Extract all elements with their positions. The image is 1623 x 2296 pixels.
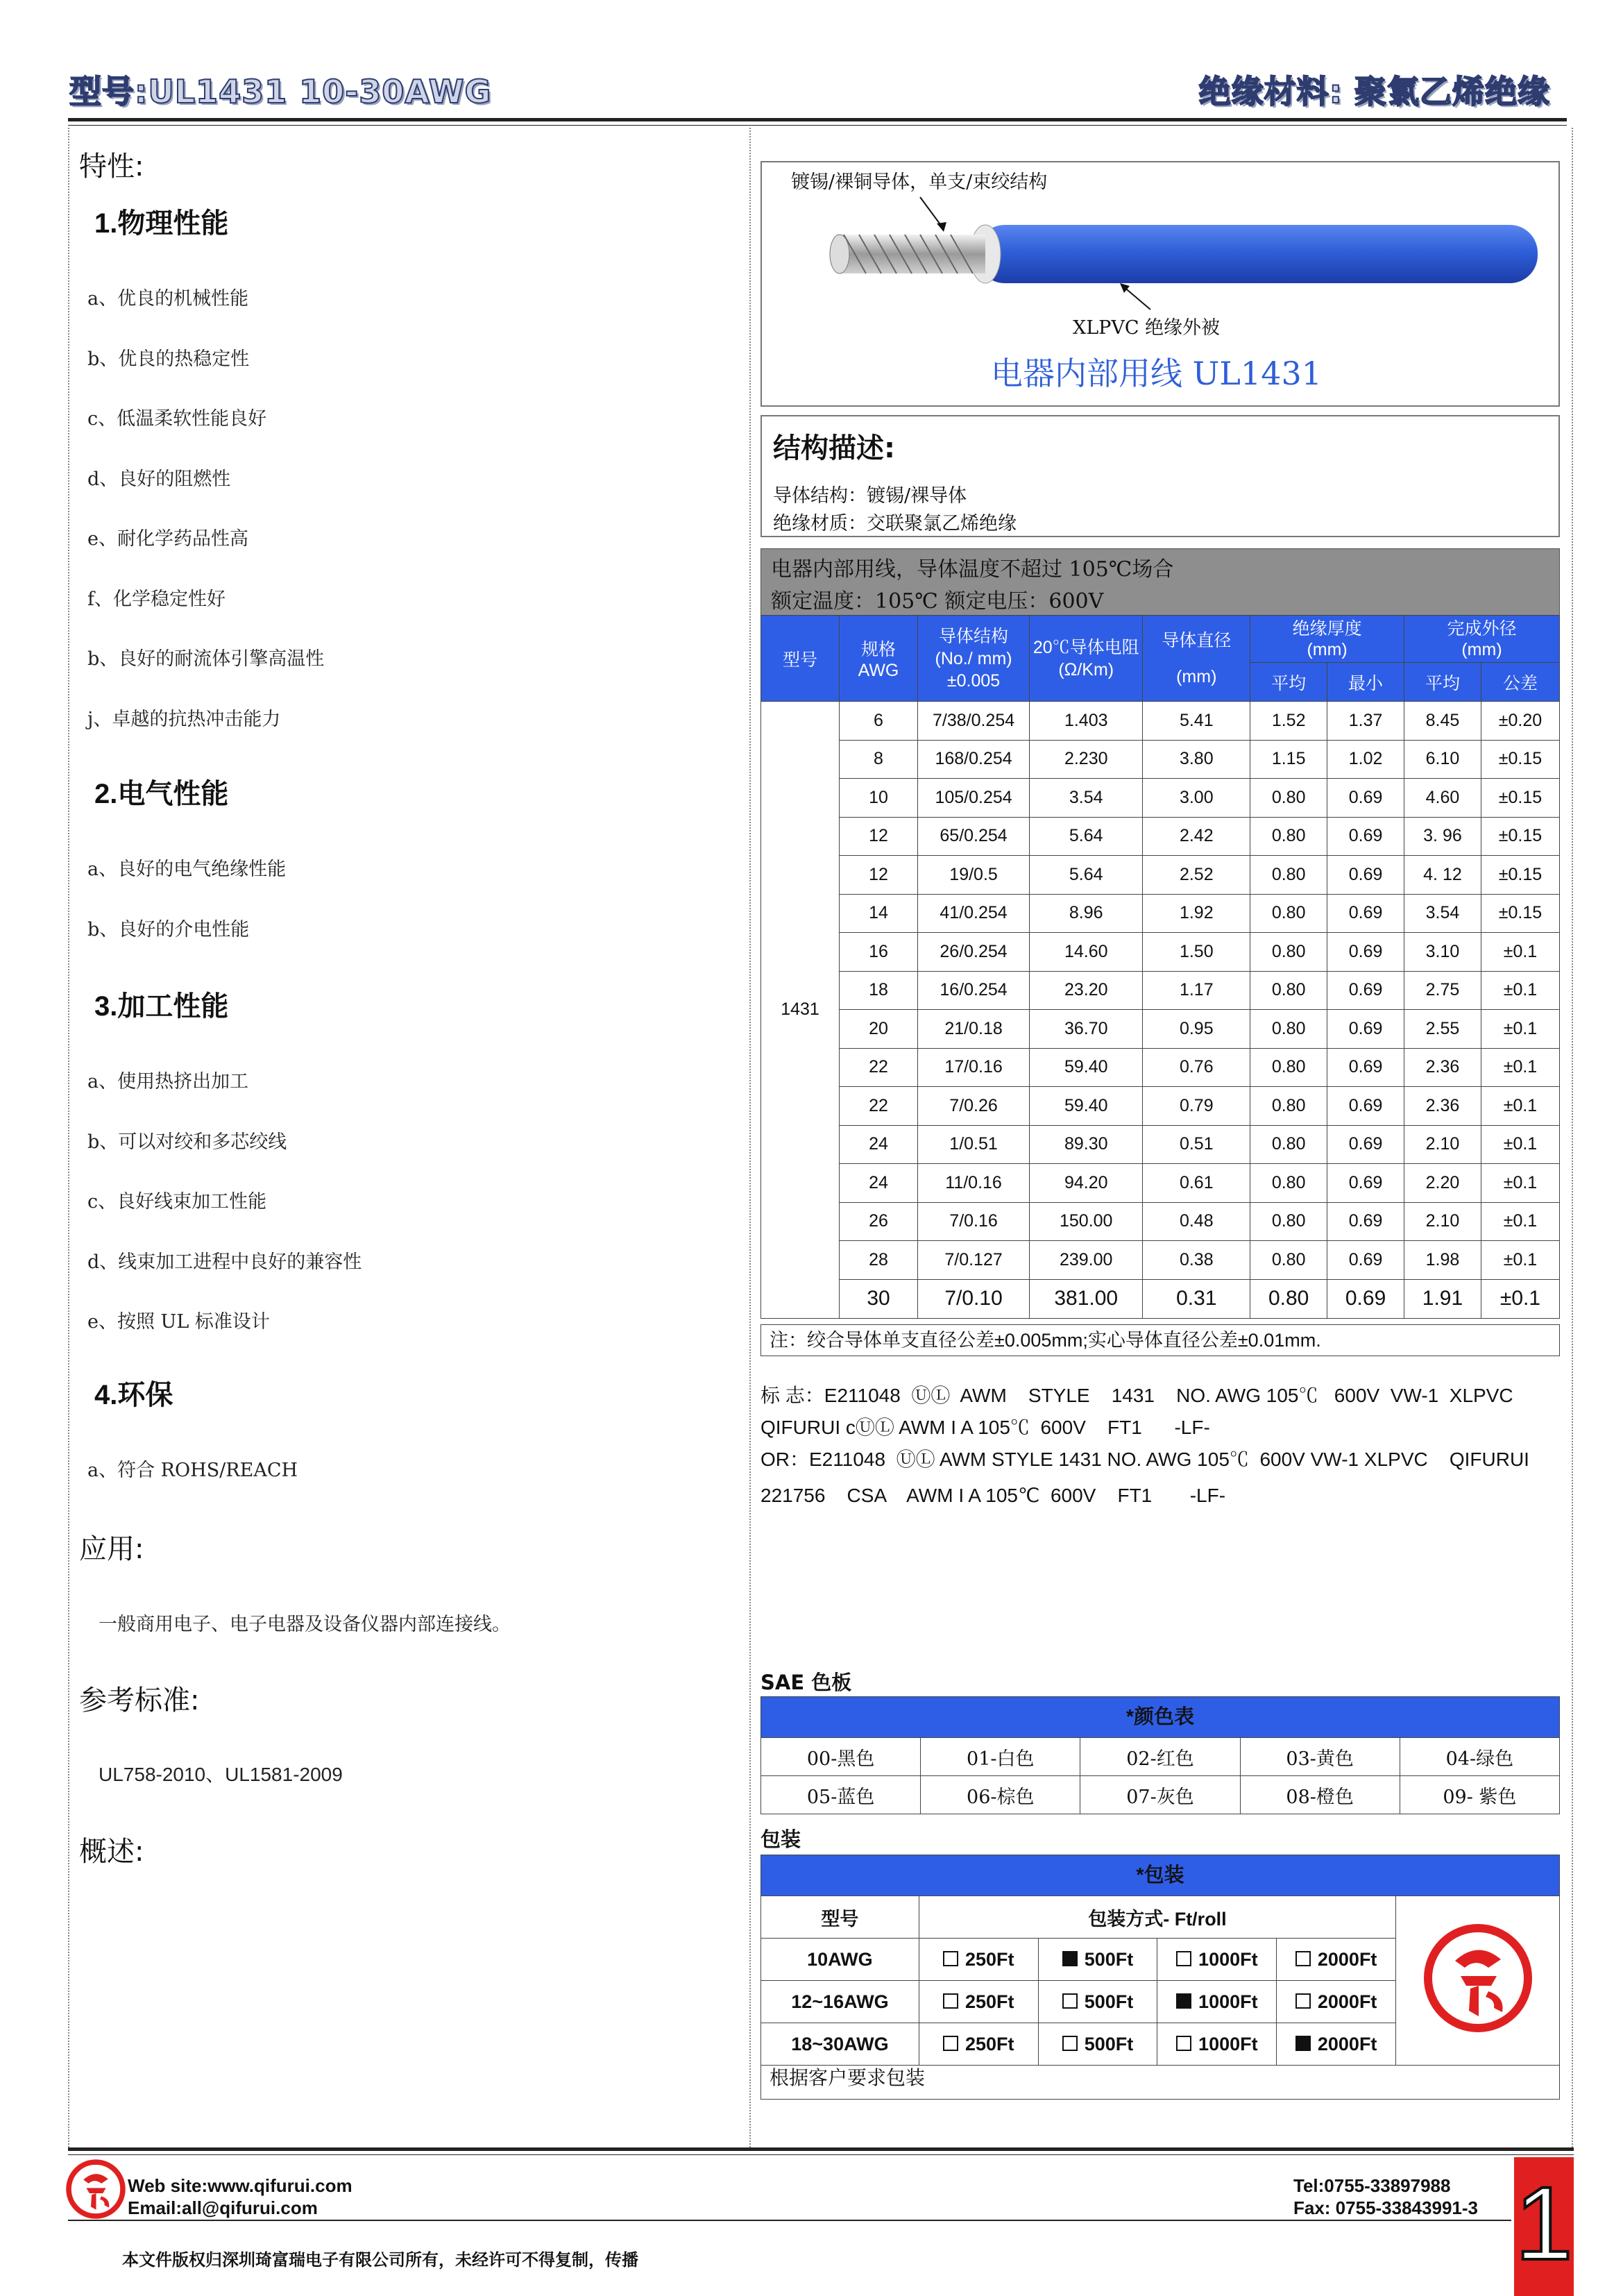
col-ins-avg: 平均 bbox=[1250, 663, 1327, 702]
table-cell: 10 bbox=[840, 779, 918, 818]
table-cell: 0.51 bbox=[1143, 1125, 1250, 1164]
color-cell: 03-黄色 bbox=[1240, 1738, 1400, 1776]
table-cell: 0.69 bbox=[1327, 1202, 1404, 1241]
table-cell: 89.30 bbox=[1030, 1125, 1143, 1164]
table-cell: ±0.1 bbox=[1481, 1279, 1559, 1318]
table-cell: 1/0.51 bbox=[918, 1125, 1030, 1164]
table-cell: ±0.15 bbox=[1481, 779, 1559, 818]
table-cell: 16/0.254 bbox=[918, 971, 1030, 1010]
spec-banner-line2: 额定温度：105℃ 额定电压：600V bbox=[771, 589, 1104, 614]
packing-option-label: 1000Ft bbox=[1198, 2033, 1258, 2054]
table-row bbox=[761, 933, 1560, 972]
table-cell: ±0.1 bbox=[1481, 1048, 1559, 1087]
table-cell: 14 bbox=[840, 894, 918, 933]
table-row bbox=[761, 971, 1560, 1010]
table-cell: 30 bbox=[840, 1279, 918, 1318]
packing-option-label: 2000Ft bbox=[1317, 1948, 1377, 1970]
table-cell: 0.80 bbox=[1250, 1048, 1327, 1087]
structure-line2: 绝缘材质：交联聚氯乙烯绝缘 bbox=[773, 513, 1017, 534]
table-cell: 1.02 bbox=[1327, 740, 1404, 779]
table-cell: 36.70 bbox=[1030, 1010, 1143, 1049]
footer-rule bbox=[68, 2147, 1574, 2151]
page-number: 1 bbox=[1515, 2165, 1573, 2281]
table-cell: 4.60 bbox=[1404, 779, 1481, 818]
table-cell: 3.80 bbox=[1143, 740, 1250, 779]
packing-header: *包装 bbox=[760, 1855, 1560, 1896]
cable-image-box bbox=[760, 161, 1560, 407]
table-row bbox=[761, 1164, 1560, 1203]
table-row bbox=[761, 856, 1560, 895]
spec-banner bbox=[760, 548, 1560, 616]
feature-section-title: 2.电气性能 bbox=[94, 779, 229, 809]
table-cell: 94.20 bbox=[1030, 1164, 1143, 1203]
packing-option[interactable] bbox=[1038, 1981, 1157, 2023]
col-od-avg: 平均 bbox=[1404, 663, 1481, 702]
checkbox-empty-icon[interactable] bbox=[1295, 1951, 1311, 1966]
packing-model: 10AWG bbox=[761, 1939, 919, 1981]
color-cell: 04-绿色 bbox=[1400, 1738, 1559, 1776]
packing-model: 18~30AWG bbox=[761, 2023, 919, 2066]
marking-line3: OR：E211048 ⓊⓁ AWM STYLE 1431 NO. AWG 105℃ 600V VW-1 XLPVC QIFURUI bbox=[760, 1449, 1529, 1470]
structure-line1: 导体结构：镀锡/裸导体 bbox=[773, 485, 967, 507]
checkbox-empty-icon[interactable] bbox=[1062, 2036, 1078, 2051]
table-cell: 18 bbox=[840, 971, 918, 1010]
table-row bbox=[761, 1087, 1560, 1126]
table-cell: 1.91 bbox=[1404, 1279, 1481, 1318]
table-cell: 1.37 bbox=[1327, 702, 1404, 741]
table-cell: 0.69 bbox=[1327, 817, 1404, 856]
feature-item: b、可以对绞和多芯绞线 bbox=[87, 1131, 287, 1153]
table-cell: 2.42 bbox=[1143, 817, 1250, 856]
packing-option-label: 250Ft bbox=[965, 1991, 1014, 2012]
table-cell: ±0.1 bbox=[1481, 933, 1559, 972]
table-row bbox=[761, 1279, 1560, 1318]
footer-website[interactable]: Web site:www.qifurui.com bbox=[128, 2175, 352, 2196]
packing-option[interactable] bbox=[1277, 2023, 1396, 2066]
table-cell: 0.69 bbox=[1327, 933, 1404, 972]
col-diameter: 导体直径 (mm) bbox=[1143, 616, 1250, 702]
table-cell: 5.41 bbox=[1143, 702, 1250, 741]
standard-text: UL758-2010、UL1581-2009 bbox=[99, 1764, 343, 1785]
feature-item: f、化学稳定性好 bbox=[87, 588, 226, 610]
footer-fax: Fax: 0755-33843991-3 bbox=[1293, 2197, 1478, 2218]
col-resistance: 20℃导体电阻 (Ω/Km) bbox=[1030, 616, 1143, 702]
packing-option-label: 250Ft bbox=[965, 1948, 1014, 1970]
table-cell: 168/0.254 bbox=[918, 740, 1030, 779]
table-cell: 0.80 bbox=[1250, 1279, 1327, 1318]
application-text: 一般商用电子、电子电器及设备仪器内部连接线。 bbox=[99, 1614, 511, 1635]
feature-section-title: 4.环保 bbox=[94, 1380, 173, 1410]
model-cell: 1431 bbox=[761, 702, 840, 1319]
table-cell: 1.15 bbox=[1250, 740, 1327, 779]
table-cell: 4. 12 bbox=[1404, 856, 1481, 895]
packing-option-label: 2000Ft bbox=[1317, 1991, 1377, 2012]
feature-item: a、良好的电气绝缘性能 bbox=[87, 859, 287, 880]
table-cell: 1.403 bbox=[1030, 702, 1143, 741]
table-cell: 0.80 bbox=[1250, 1010, 1327, 1049]
packing-option-label: 500Ft bbox=[1084, 2033, 1134, 2054]
packing-option-label: 500Ft bbox=[1084, 1948, 1134, 1970]
structure-box bbox=[760, 415, 1560, 537]
table-cell: 0.69 bbox=[1327, 971, 1404, 1010]
table-cell: 8.96 bbox=[1030, 894, 1143, 933]
table-cell: 7/0.26 bbox=[918, 1087, 1030, 1126]
packing-option[interactable] bbox=[1157, 2023, 1277, 2066]
table-cell: 3.54 bbox=[1404, 894, 1481, 933]
packing-option-label: 250Ft bbox=[965, 2033, 1014, 2054]
marking-line1: 标 志：E211048 ⓊⓁ AWM STYLE 1431 NO. AWG 105℃ 600V VW-1 XLPVC bbox=[760, 1385, 1513, 1406]
packing-option-label: 1000Ft bbox=[1198, 1991, 1258, 2012]
footer-rule-thin bbox=[68, 2154, 1574, 2155]
table-cell: 7/38/0.254 bbox=[918, 702, 1030, 741]
table-cell: 2.230 bbox=[1030, 740, 1143, 779]
table-cell: 7/0.16 bbox=[918, 1202, 1030, 1241]
table-cell: 5.64 bbox=[1030, 856, 1143, 895]
feature-item: a、使用热挤出加工 bbox=[87, 1071, 249, 1092]
table-cell: 0.69 bbox=[1327, 779, 1404, 818]
color-row bbox=[761, 1776, 1560, 1814]
table-cell: 0.80 bbox=[1250, 894, 1327, 933]
table-row bbox=[761, 1241, 1560, 1280]
table-cell: 0.80 bbox=[1250, 933, 1327, 972]
table-cell: 0.69 bbox=[1327, 1279, 1404, 1318]
table-row bbox=[761, 894, 1560, 933]
table-cell: 0.48 bbox=[1143, 1202, 1250, 1241]
table-cell: 3.10 bbox=[1404, 933, 1481, 972]
col-ins-min: 最小 bbox=[1327, 663, 1404, 702]
feature-item: a、优良的机械性能 bbox=[87, 288, 249, 310]
packing-option[interactable] bbox=[919, 2023, 1038, 2066]
footer-tel: Tel:0755-33897988 bbox=[1293, 2175, 1451, 2196]
color-row bbox=[761, 1738, 1560, 1776]
table-cell: 0.80 bbox=[1250, 1087, 1327, 1126]
marking-line2: QIFURUI cⓊⓁ AWM I A 105℃ 600V FT1 -LF- bbox=[760, 1417, 1210, 1438]
footer-email[interactable]: Email:all@qifurui.com bbox=[128, 2197, 318, 2218]
feature-item: b、优良的热稳定性 bbox=[87, 348, 250, 370]
material-title: 绝缘材料: 聚氯乙烯绝缘 bbox=[1198, 73, 1550, 110]
table-cell: ±0.1 bbox=[1481, 1125, 1559, 1164]
table-cell: ±0.1 bbox=[1481, 971, 1559, 1010]
header-rule-thin bbox=[68, 125, 1567, 126]
feature-section-title: 1.物理性能 bbox=[94, 208, 229, 239]
table-cell: 0.80 bbox=[1250, 856, 1327, 895]
table-cell: 2.75 bbox=[1404, 971, 1481, 1010]
packing-option[interactable] bbox=[1038, 2023, 1157, 2066]
table-cell: 2.52 bbox=[1143, 856, 1250, 895]
packing-option[interactable] bbox=[1038, 1939, 1157, 1981]
packing-option[interactable] bbox=[1277, 1939, 1396, 1981]
table-cell: 12 bbox=[840, 817, 918, 856]
table-row bbox=[761, 1010, 1560, 1049]
table-cell: 1.17 bbox=[1143, 971, 1250, 1010]
color-cell: 06-棕色 bbox=[921, 1776, 1080, 1814]
company-logo-cell bbox=[1396, 1896, 1560, 2066]
color-cell: 00-黑色 bbox=[761, 1738, 921, 1776]
table-cell: 0.80 bbox=[1250, 779, 1327, 818]
table-cell: 150.00 bbox=[1030, 1202, 1143, 1241]
packing-option[interactable] bbox=[1277, 1981, 1396, 2023]
feature-item: j、卓越的抗热冲击能力 bbox=[87, 708, 281, 730]
company-logo bbox=[1419, 1919, 1537, 2037]
table-cell: 19/0.5 bbox=[918, 856, 1030, 895]
color-cell: 02-红色 bbox=[1080, 1738, 1240, 1776]
table-cell: 0.95 bbox=[1143, 1010, 1250, 1049]
table-cell: ±0.15 bbox=[1481, 817, 1559, 856]
table-row bbox=[761, 702, 1560, 741]
table-cell: 22 bbox=[840, 1048, 918, 1087]
checkbox-empty-icon[interactable] bbox=[1295, 1993, 1311, 2009]
table-cell: 0.69 bbox=[1327, 1241, 1404, 1280]
table-row bbox=[761, 1202, 1560, 1241]
table-cell: 1.50 bbox=[1143, 933, 1250, 972]
table-cell: 24 bbox=[840, 1125, 918, 1164]
packing-option-label: 500Ft bbox=[1084, 1991, 1134, 2012]
spec-table bbox=[760, 615, 1560, 1319]
feature-item: c、低温柔软性能良好 bbox=[87, 408, 267, 430]
table-cell: 0.38 bbox=[1143, 1241, 1250, 1280]
table-cell: 239.00 bbox=[1030, 1241, 1143, 1280]
table-cell: 12 bbox=[840, 856, 918, 895]
overview-title: 概述: bbox=[79, 1836, 144, 1868]
table-cell: 0.80 bbox=[1250, 1125, 1327, 1164]
color-cell: 08-橙色 bbox=[1240, 1776, 1400, 1814]
table-cell: 3.54 bbox=[1030, 779, 1143, 818]
table-cell: 0.76 bbox=[1143, 1048, 1250, 1087]
packing-option[interactable] bbox=[1157, 1981, 1277, 2023]
cable-caption: 电器内部用线 UL1431 bbox=[991, 355, 1323, 392]
table-cell: 381.00 bbox=[1030, 1279, 1143, 1318]
packing-note: 根据客户要求包装 bbox=[760, 2060, 1560, 2100]
table-cell: ±0.1 bbox=[1481, 1202, 1559, 1241]
table-cell: 0.79 bbox=[1143, 1087, 1250, 1126]
table-cell: ±0.15 bbox=[1481, 856, 1559, 895]
table-cell: 105/0.254 bbox=[918, 779, 1030, 818]
table-cell: ±0.15 bbox=[1481, 740, 1559, 779]
page-number-box bbox=[1514, 2157, 1574, 2296]
color-chart-title: SAE 色板 bbox=[760, 1671, 852, 1694]
checkbox-empty-icon[interactable] bbox=[1176, 1951, 1191, 1966]
table-cell: 0.61 bbox=[1143, 1164, 1250, 1203]
marking-line4: 221756 CSA AWM I A 105℃ 600V FT1 -LF- bbox=[760, 1485, 1226, 1506]
table-cell: 11/0.16 bbox=[918, 1164, 1030, 1203]
table-cell: 17/0.16 bbox=[918, 1048, 1030, 1087]
table-cell: 1.52 bbox=[1250, 702, 1327, 741]
checkbox-checked-icon[interactable] bbox=[1295, 2036, 1311, 2051]
table-cell: 20 bbox=[840, 1010, 918, 1049]
spec-note: 注：绞合导体单支直径公差±0.005mm;实心导体直径公差±0.01mm. bbox=[760, 1324, 1560, 1356]
table-cell: 1.98 bbox=[1404, 1241, 1481, 1280]
col-od: 完成外径 (mm) bbox=[1404, 616, 1560, 663]
table-cell: 0.69 bbox=[1327, 1125, 1404, 1164]
table-cell: 2.55 bbox=[1404, 1010, 1481, 1049]
feature-item: a、符合 ROHS/REACH bbox=[87, 1460, 298, 1481]
table-row bbox=[761, 1125, 1560, 1164]
feature-item: c、良好线束加工性能 bbox=[87, 1191, 267, 1213]
feature-item: e、耐化学药品性高 bbox=[87, 528, 248, 550]
table-cell: 7/0.10 bbox=[918, 1279, 1030, 1318]
table-cell: 0.69 bbox=[1327, 1048, 1404, 1087]
feature-item: b、良好的介电性能 bbox=[87, 918, 250, 940]
table-cell: 14.60 bbox=[1030, 933, 1143, 972]
header-rule bbox=[68, 118, 1567, 121]
packing-col-method: 包装方式- Ft/roll bbox=[919, 1896, 1395, 1939]
color-cell: 09- 紫色 bbox=[1400, 1776, 1559, 1814]
table-cell: 41/0.254 bbox=[918, 894, 1030, 933]
color-cell: 07-灰色 bbox=[1080, 1776, 1240, 1814]
table-cell: ±0.15 bbox=[1481, 894, 1559, 933]
packing-option[interactable] bbox=[919, 1981, 1038, 2023]
packing-option[interactable] bbox=[1157, 1939, 1277, 1981]
table-row bbox=[761, 779, 1560, 818]
table-cell: 6.10 bbox=[1404, 740, 1481, 779]
standard-title: 参考标准: bbox=[79, 1685, 200, 1716]
table-cell: 7/0.127 bbox=[918, 1241, 1030, 1280]
table-row bbox=[761, 740, 1560, 779]
spec-banner-line1: 电器内部用线，导体温度不超过 105℃场合 bbox=[771, 557, 1174, 582]
feature-section-title: 3.加工性能 bbox=[94, 991, 229, 1022]
col-awg: 规格 AWG bbox=[840, 616, 918, 702]
footer-copyright: 本文件版权归深圳琦富瑞电子有限公司所有，未经许可不得复制，传播 bbox=[122, 2250, 638, 2270]
footer-bottom-rule bbox=[68, 2220, 1511, 2221]
checkbox-empty-icon[interactable] bbox=[943, 1951, 958, 1966]
feature-item: d、良好的阻燃性 bbox=[87, 468, 231, 490]
table-cell: 26/0.254 bbox=[918, 933, 1030, 972]
checkbox-empty-icon[interactable] bbox=[1062, 1993, 1078, 2009]
table-cell: 0.80 bbox=[1250, 1164, 1327, 1203]
checkbox-empty-icon[interactable] bbox=[943, 2036, 958, 2051]
table-cell: 8 bbox=[840, 740, 918, 779]
table-cell: 16 bbox=[840, 933, 918, 972]
packing-option[interactable] bbox=[919, 1939, 1038, 1981]
table-cell: ±0.1 bbox=[1481, 1241, 1559, 1280]
col-model: 型号 bbox=[761, 616, 840, 702]
color-chart-header: *颜色表 bbox=[760, 1696, 1560, 1738]
table-cell: 3. 96 bbox=[1404, 817, 1481, 856]
jacket-label: XLPVC 绝缘外被 bbox=[1073, 317, 1221, 339]
conductor-end bbox=[830, 235, 849, 273]
table-cell: 2.36 bbox=[1404, 1048, 1481, 1087]
table-cell: 28 bbox=[840, 1241, 918, 1280]
center-divider bbox=[749, 128, 751, 2147]
table-cell: 26 bbox=[840, 1202, 918, 1241]
color-table bbox=[760, 1737, 1560, 1814]
table-cell: 2.10 bbox=[1404, 1125, 1481, 1164]
application-title: 应用: bbox=[79, 1533, 144, 1565]
packing-title: 包装 bbox=[760, 1827, 801, 1851]
table-cell: 22 bbox=[840, 1087, 918, 1126]
table-cell: 2.10 bbox=[1404, 1202, 1481, 1241]
feature-item: e、按照 UL 标准设计 bbox=[87, 1311, 270, 1333]
table-cell: 65/0.254 bbox=[918, 817, 1030, 856]
table-cell: ±0.20 bbox=[1481, 702, 1559, 741]
footer-logo bbox=[64, 2157, 128, 2221]
col-od-tol: 公差 bbox=[1481, 663, 1559, 702]
structure-title: 结构描述: bbox=[773, 432, 895, 464]
table-cell: 5.64 bbox=[1030, 817, 1143, 856]
table-cell: 59.40 bbox=[1030, 1048, 1143, 1087]
packing-option-label: 1000Ft bbox=[1198, 1948, 1258, 1970]
feature-item: d、线束加工进程中良好的兼容性 bbox=[87, 1251, 362, 1273]
table-cell: 2.36 bbox=[1404, 1087, 1481, 1126]
table-cell: 0.69 bbox=[1327, 1164, 1404, 1203]
col-insulation: 绝缘厚度 (mm) bbox=[1250, 616, 1404, 663]
color-cell: 05-蓝色 bbox=[761, 1776, 921, 1814]
checkbox-empty-icon[interactable] bbox=[1176, 2036, 1191, 2051]
table-cell: 21/0.18 bbox=[918, 1010, 1030, 1049]
conductor-label: 镀锡/裸铜导体，单支/束绞结构 bbox=[791, 171, 1048, 193]
left-border bbox=[68, 128, 69, 2147]
packing-table bbox=[760, 1896, 1560, 2066]
col-conductor: 导体结构 (No./ mm) ±0.005 bbox=[918, 616, 1030, 702]
table-cell: ±0.1 bbox=[1481, 1087, 1559, 1126]
right-border bbox=[1572, 128, 1573, 2147]
color-cell: 01-白色 bbox=[921, 1738, 1080, 1776]
table-cell: 0.69 bbox=[1327, 894, 1404, 933]
table-cell: 0.69 bbox=[1327, 856, 1404, 895]
table-cell: 0.69 bbox=[1327, 1010, 1404, 1049]
table-cell: ±0.1 bbox=[1481, 1010, 1559, 1049]
packing-model: 12~16AWG bbox=[761, 1981, 919, 2023]
table-cell: 8.45 bbox=[1404, 702, 1481, 741]
table-cell: 6 bbox=[840, 702, 918, 741]
table-cell: 0.80 bbox=[1250, 817, 1327, 856]
jacket-arrow bbox=[1123, 286, 1150, 310]
checkbox-checked-icon[interactable] bbox=[1176, 1993, 1191, 2009]
table-cell: ±0.1 bbox=[1481, 1164, 1559, 1203]
table-cell: 0.80 bbox=[1250, 971, 1327, 1010]
table-cell: 3.00 bbox=[1143, 779, 1250, 818]
table-cell: 1.92 bbox=[1143, 894, 1250, 933]
feature-item: b、良好的耐流体引擎高温性 bbox=[87, 648, 325, 670]
cable-jacket bbox=[977, 225, 1538, 283]
table-cell: 24 bbox=[840, 1164, 918, 1203]
table-cell: 0.69 bbox=[1327, 1087, 1404, 1126]
checkbox-empty-icon[interactable] bbox=[943, 1993, 958, 2009]
table-row bbox=[761, 1048, 1560, 1087]
table-cell: 0.80 bbox=[1250, 1202, 1327, 1241]
packing-col-model: 型号 bbox=[761, 1896, 919, 1939]
packing-option-label: 2000Ft bbox=[1317, 2033, 1377, 2054]
table-cell: 0.80 bbox=[1250, 1241, 1327, 1280]
table-cell: 0.31 bbox=[1143, 1279, 1250, 1318]
table-cell: 23.20 bbox=[1030, 971, 1143, 1010]
conductor-strands bbox=[838, 235, 985, 273]
table-row bbox=[761, 817, 1560, 856]
table-cell: 2.20 bbox=[1404, 1164, 1481, 1203]
features-title: 特性: bbox=[79, 151, 144, 183]
model-title: 型号:UL1431 10-30AWG bbox=[69, 73, 492, 110]
table-cell: 59.40 bbox=[1030, 1087, 1143, 1126]
checkbox-checked-icon[interactable] bbox=[1062, 1951, 1078, 1966]
